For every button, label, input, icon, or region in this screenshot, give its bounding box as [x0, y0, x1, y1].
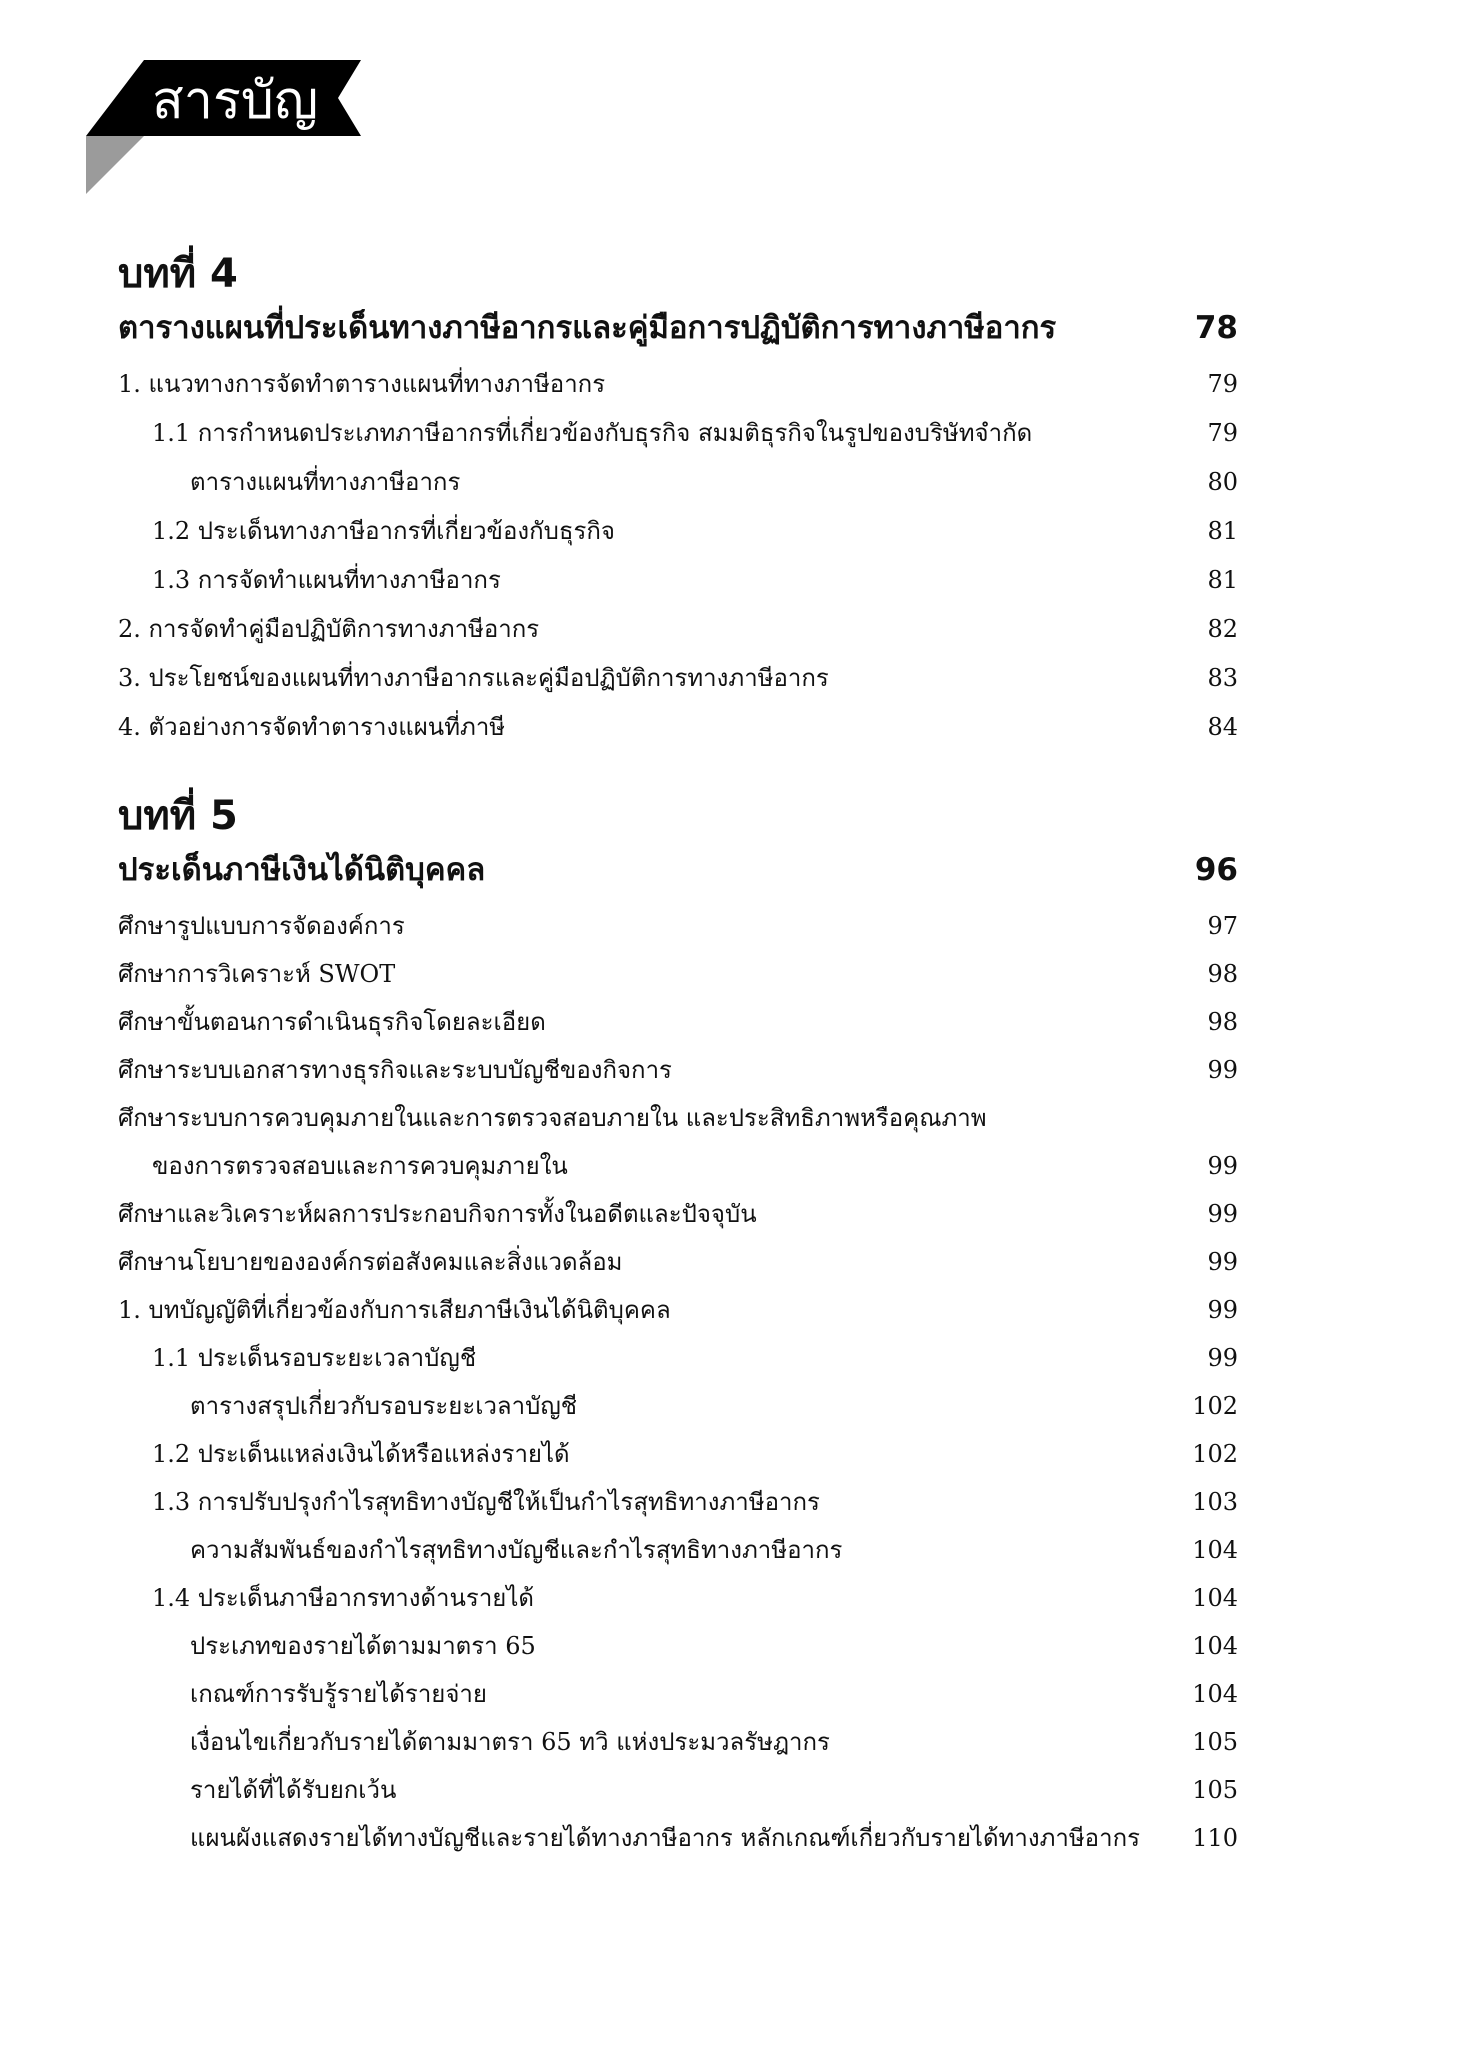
toc-entry[interactable] — [118, 1574, 1238, 1622]
toc-entry[interactable] — [118, 507, 1238, 556]
toc-entry-page: 105 — [1192, 1776, 1238, 1804]
toc-entry-page: 99 — [1207, 1152, 1238, 1180]
toc-entry[interactable] — [118, 998, 1238, 1046]
toc-entry-page: 104 — [1192, 1536, 1238, 1564]
toc-entry-text: ของการตรวจสอบและการควบคุมภายใน — [152, 1152, 568, 1180]
toc-entry[interactable] — [118, 556, 1238, 605]
toc-entry-text: 1.1 การกำหนดประเภทภาษีอากรที่เกี่ยวข้องกับธุรกิจ สมมติธุรกิจในรูปของบริษัทจำกัด — [152, 419, 1033, 447]
toc-entry-page: 98 — [1207, 960, 1238, 988]
toc-entry-page: 102 — [1192, 1392, 1238, 1420]
toc-entry-list — [118, 360, 1238, 752]
toc-entry-text: 3. ประโยชน์ของแผนที่ทางภาษีอากรและคู่มือปฏิบัติการทางภาษีอากร — [118, 664, 829, 692]
toc-entry-page: 79 — [1207, 370, 1238, 398]
toc-entry[interactable] — [118, 1718, 1238, 1766]
toc-entry-page: 110 — [1192, 1824, 1238, 1852]
toc-entry-text: 1.1 ประเด็นรอบระยะเวลาบัญชี — [152, 1344, 477, 1372]
toc-entry-page: 83 — [1207, 664, 1238, 692]
toc-entry-text: เงื่อนไขเกี่ยวกับรายได้ตามมาตรา 65 ทวิ แห่งประมวลรัษฎากร — [190, 1728, 830, 1756]
toc-entry[interactable] — [118, 458, 1238, 507]
toc-entry-text: ตารางสรุปเกี่ยวกับรอบระยะเวลาบัญชี — [190, 1392, 578, 1420]
chapter-label: บทที่ 5 — [118, 793, 238, 839]
toc-entry-text: ศึกษาและวิเคราะห์ผลการประกอบกิจการทั้งในอดีตและปัจจุบัน — [118, 1200, 757, 1228]
toc-entry[interactable] — [118, 1190, 1238, 1238]
toc-entry-text: 2. การจัดทำคู่มือปฏิบัติการทางภาษีอากร — [118, 615, 540, 643]
toc-entry[interactable] — [118, 1142, 1238, 1190]
toc-entry-page: 103 — [1192, 1488, 1238, 1516]
toc-entry[interactable] — [118, 605, 1238, 654]
toc-entry-page: 102 — [1192, 1440, 1238, 1468]
toc-entry[interactable] — [118, 1334, 1238, 1382]
toc-entry-text: ศึกษาการวิเคราะห์ SWOT — [118, 960, 396, 988]
toc-entry[interactable] — [118, 1238, 1238, 1286]
chapter-5-section — [118, 790, 1238, 1862]
toc-entry[interactable] — [118, 1286, 1238, 1334]
toc-entry-text: 1.4 ประเด็นภาษีอากรทางด้านรายได้ — [152, 1584, 535, 1612]
toc-entry-page: 80 — [1207, 468, 1238, 496]
toc-entry-page: 99 — [1207, 1248, 1238, 1276]
toc-entry-text: ศึกษารูปแบบการจัดองค์การ — [118, 912, 405, 940]
toc-entry-text: ตารางแผนที่ทางภาษีอากร — [190, 468, 461, 496]
toc-title: สารบัญ — [152, 71, 319, 131]
toc-entry-page: 105 — [1192, 1728, 1238, 1756]
toc-entry-text: ประเภทของรายได้ตามมาตรา 65 — [190, 1632, 536, 1660]
toc-entry[interactable] — [118, 1622, 1238, 1670]
toc-entry-text: 1.3 การปรับปรุงกำไรสุทธิทางบัญชีให้เป็นกำไรสุทธิทางภาษีอากร — [152, 1488, 820, 1516]
toc-entry-text: ความสัมพันธ์ของกำไรสุทธิทางบัญชีและกำไรสุทธิทางภาษีอากร — [190, 1536, 843, 1564]
toc-entry-page: 104 — [1192, 1680, 1238, 1708]
toc-entry-list — [118, 902, 1238, 1862]
toc-entry-text: เกณฑ์การรับรู้รายได้รายจ่าย — [190, 1680, 487, 1708]
toc-entry-text: แผนผังแสดงรายได้ทางบัญชีและรายได้ทางภาษีอากร หลักเกณฑ์เกี่ยวกับรายได้ทางภาษีอากร — [190, 1824, 1140, 1852]
toc-entry-page: 98 — [1207, 1008, 1238, 1036]
toc-entry-text: ศึกษาขั้นตอนการดำเนินธุรกิจโดยละเอียด — [118, 1008, 546, 1036]
toc-entry[interactable] — [118, 950, 1238, 998]
toc-entry[interactable] — [118, 1526, 1238, 1574]
toc-entry-page: 82 — [1207, 615, 1238, 643]
chapter-title-row[interactable] — [118, 842, 1238, 898]
toc-entry[interactable] — [118, 360, 1238, 409]
toc-entry-text: ศึกษานโยบายขององค์กรต่อสังคมและสิ่งแวดล้อม — [118, 1248, 623, 1276]
toc-entry-text: 1. แนวทางการจัดทำตารางแผนที่ทางภาษีอากร — [118, 370, 606, 398]
toc-entry-text: ศึกษาระบบเอกสารทางธุรกิจและระบบบัญชีของกิจการ — [118, 1056, 672, 1084]
toc-entry-text: 4. ตัวอย่างการจัดทำตารางแผนที่ภาษี — [118, 713, 506, 741]
toc-banner — [86, 60, 361, 196]
toc-entry[interactable] — [118, 654, 1238, 703]
chapter-title: ประเด็นภาษีเงินได้นิติบุคคล — [118, 852, 486, 888]
toc-entry-page: 81 — [1207, 517, 1238, 545]
chapter-label: บทที่ 4 — [118, 251, 238, 297]
toc-entry[interactable] — [118, 1814, 1238, 1862]
toc-entry-text: 1.3 การจัดทำแผนที่ทางภาษีอากร — [152, 566, 501, 594]
toc-entry-text: 1.2 ประเด็นทางภาษีอากรที่เกี่ยวข้องกับธุรกิจ — [152, 517, 615, 545]
toc-entry[interactable] — [118, 703, 1238, 752]
toc-entry[interactable] — [118, 1478, 1238, 1526]
toc-entry-page: 99 — [1207, 1344, 1238, 1372]
toc-entry[interactable] — [118, 1382, 1238, 1430]
toc-entry-text: 1. บทบัญญัติที่เกี่ยวข้องกับการเสียภาษีเงินได้นิติบุคคล — [118, 1296, 671, 1324]
toc-entry[interactable] — [118, 902, 1238, 950]
toc-entry-page: 104 — [1192, 1632, 1238, 1660]
toc-entry[interactable] — [118, 1766, 1238, 1814]
toc-entry-text: รายได้ที่ได้รับยกเว้น — [190, 1776, 397, 1804]
toc-entry[interactable] — [118, 1094, 1238, 1142]
toc-entry-page: 81 — [1207, 566, 1238, 594]
toc-entry-page: 99 — [1207, 1056, 1238, 1084]
toc-entry[interactable] — [118, 409, 1238, 458]
toc-entry-text: 1.2 ประเด็นแหล่งเงินได้หรือแหล่งรายได้ — [152, 1440, 570, 1468]
toc-entry-page: 99 — [1207, 1296, 1238, 1324]
toc-entry-page: 79 — [1207, 419, 1238, 447]
toc-entry[interactable] — [118, 1430, 1238, 1478]
chapter-4-section — [118, 248, 1238, 752]
toc-entry[interactable] — [118, 1670, 1238, 1718]
toc-entry[interactable] — [118, 1046, 1238, 1094]
chapter-title: ตารางแผนที่ประเด็นทางภาษีอากรและคู่มือการปฏิบัติการทางภาษีอากร — [118, 310, 1057, 346]
chapter-page-number: 78 — [1194, 310, 1238, 346]
toc-entry-page: 104 — [1192, 1584, 1238, 1612]
toc-entry-page: 84 — [1207, 713, 1238, 741]
toc-entry-page: 97 — [1207, 912, 1238, 940]
toc-entry-page: 99 — [1207, 1200, 1238, 1228]
chapter-page-number: 96 — [1194, 852, 1238, 888]
chapter-title-row[interactable] — [118, 300, 1238, 356]
toc-entry-text: ศึกษาระบบการควบคุมภายในและการตรวจสอบภายใน และประสิทธิภาพหรือคุณภาพ — [118, 1104, 987, 1132]
